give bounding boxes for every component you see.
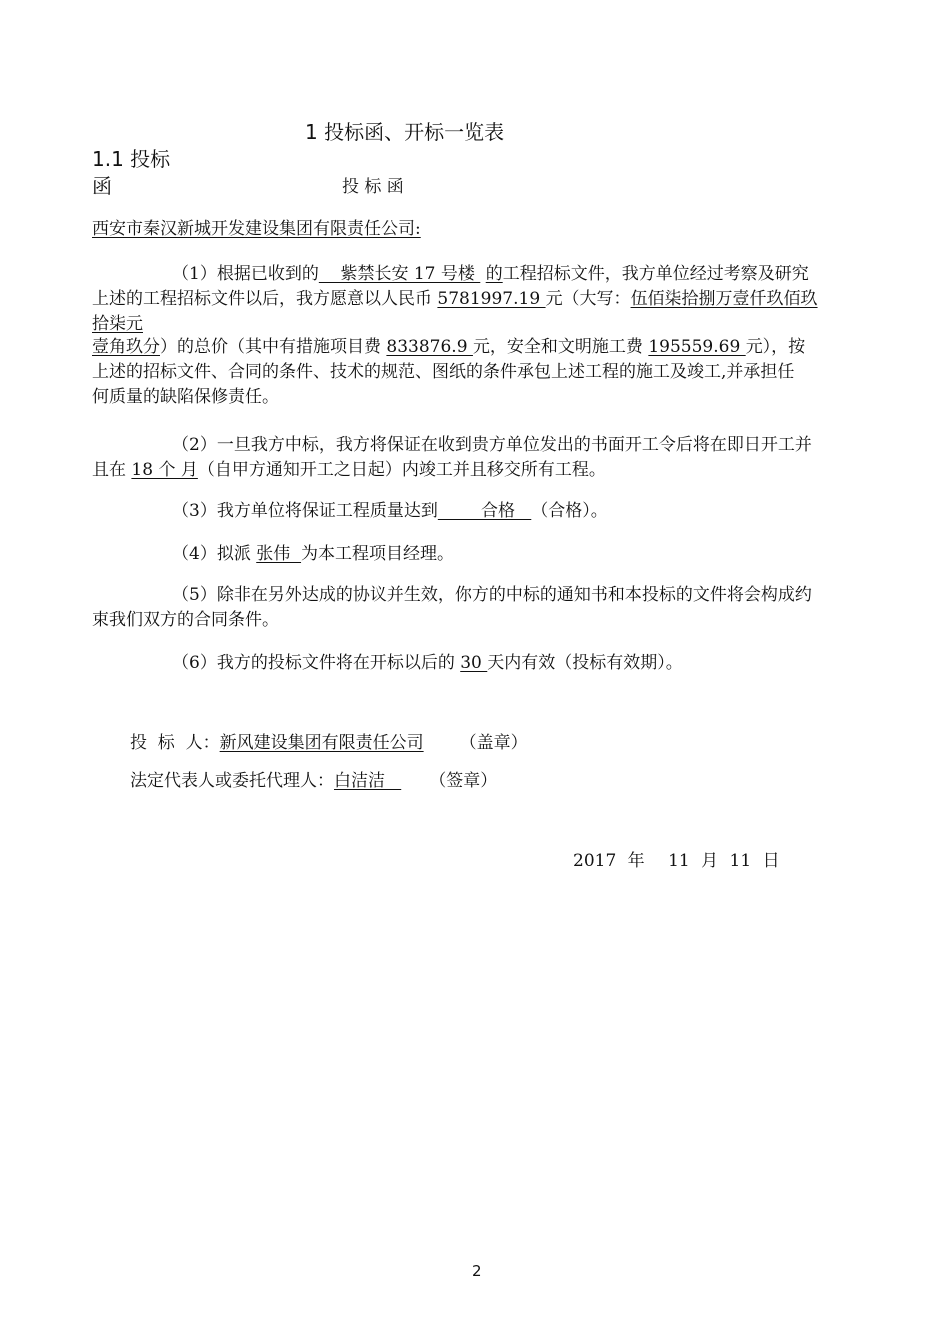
p4-text-a: （4）拟派 <box>172 544 257 564</box>
section-heading-wrap: 函 <box>92 174 112 198</box>
paragraph-1-line-5: 上述的招标文件、合同的条件、技术的规范、图纸的条件承包上述工程的施工及竣工,并承担任 <box>92 362 795 382</box>
date-month-unit: 月 <box>701 851 719 871</box>
p6-text-b: 天内有效（投标有效期）。 <box>487 653 683 673</box>
p4-text-b: 为本工程项目经理。 <box>301 544 455 564</box>
bidder-seal: （盖章） <box>459 733 528 753</box>
paragraph-5-line-1: （5）除非在另外达成的协议并生效，你方的中标的通知书和本投标的文件将会构成约 <box>172 585 812 605</box>
amount-words-3: 壹角玖分 <box>92 337 160 357</box>
p2-text-b: 且在 <box>92 460 132 480</box>
p1-text-f: ）的总价（其中有措施项目费 <box>160 337 387 357</box>
construction-duration: 18 个 月 <box>131 460 198 480</box>
representative-label: 法定代表人或委托代理人： <box>130 771 334 791</box>
chapter-title: 1 投标函、开标一览表 <box>305 120 505 144</box>
p1-text-b: 的 <box>485 264 503 284</box>
paragraph-1-line-2 <box>92 284 818 309</box>
amount-words-1: 伍佰柒拾捌万壹仟玖佰玖 <box>630 289 818 309</box>
bidder-name: 新风建设集团有限责任公司 <box>219 733 424 753</box>
paragraph-1-line-4 <box>92 332 805 357</box>
project-name: 紫禁长安 17 号楼 <box>318 264 481 284</box>
representative-sign: （签章） <box>429 771 498 791</box>
paragraph-2-line-1: （2）一旦我方中标，我方将保证在收到贵方单位发出的书面开工令后将在即日开工并 <box>172 435 812 455</box>
paragraph-1-line-6: 何质量的缺陷保修责任。 <box>92 387 279 407</box>
bidder-label: 投 标 人： <box>130 733 220 753</box>
page-number: 2 <box>472 1262 482 1280</box>
paragraph-6 <box>172 648 683 673</box>
p1-text-g: 元，安全和文明施工费 <box>472 337 649 357</box>
p3-text-b: （合格）。 <box>531 501 608 521</box>
representative-name: 白洁洁 <box>334 771 402 791</box>
measures-fee: 833876.9 <box>386 337 473 357</box>
signing-date <box>573 846 780 871</box>
p6-text-a: （6）我方的投标文件将在开标以后的 <box>172 653 461 673</box>
p1-text-c: 工程招标文件，我方单位经过考察及研究 <box>502 264 809 284</box>
date-month: 11 <box>668 851 690 871</box>
safety-fee: 195559.69 <box>648 337 746 357</box>
project-manager: 张伟 <box>256 544 302 564</box>
date-year-unit: 年 <box>627 851 645 871</box>
paragraph-4 <box>172 539 454 564</box>
paragraph-3 <box>172 496 608 521</box>
validity-days: 30 <box>460 653 488 673</box>
date-year: 2017 <box>573 851 617 871</box>
bidder-line <box>130 728 528 753</box>
recipient: 西安市秦汉新城开发建设集团有限责任公司: <box>92 219 421 239</box>
bid-amount: 5781997.19 <box>437 289 546 309</box>
quality-level: 合格 <box>437 501 532 521</box>
p1-text-e: 元（大写： <box>545 289 631 309</box>
paragraph-1-line-1 <box>172 259 809 284</box>
representative-line <box>130 766 497 791</box>
amount-words-2: 拾柒元 <box>92 314 143 334</box>
date-day-unit: 日 <box>762 851 780 871</box>
p2-text-c: （自甲方通知开工之日起）内竣工并且移交所有工程。 <box>197 460 606 480</box>
document-title: 投 标 函 <box>342 177 404 197</box>
p1-text-h: 元），按 <box>745 337 806 357</box>
p1-text-a: （1）根据已收到的 <box>172 264 319 284</box>
section-heading: 1.1 投标 <box>92 147 171 171</box>
date-day: 11 <box>729 851 752 871</box>
p1-text-d: 上述的工程招标文件以后，我方愿意以人民币 <box>92 289 438 309</box>
paragraph-2-line-2 <box>92 455 606 480</box>
paragraph-5-line-2: 束我们双方的合同条件。 <box>92 610 279 630</box>
p3-text-a: （3）我方单位将保证工程质量达到 <box>172 501 438 521</box>
